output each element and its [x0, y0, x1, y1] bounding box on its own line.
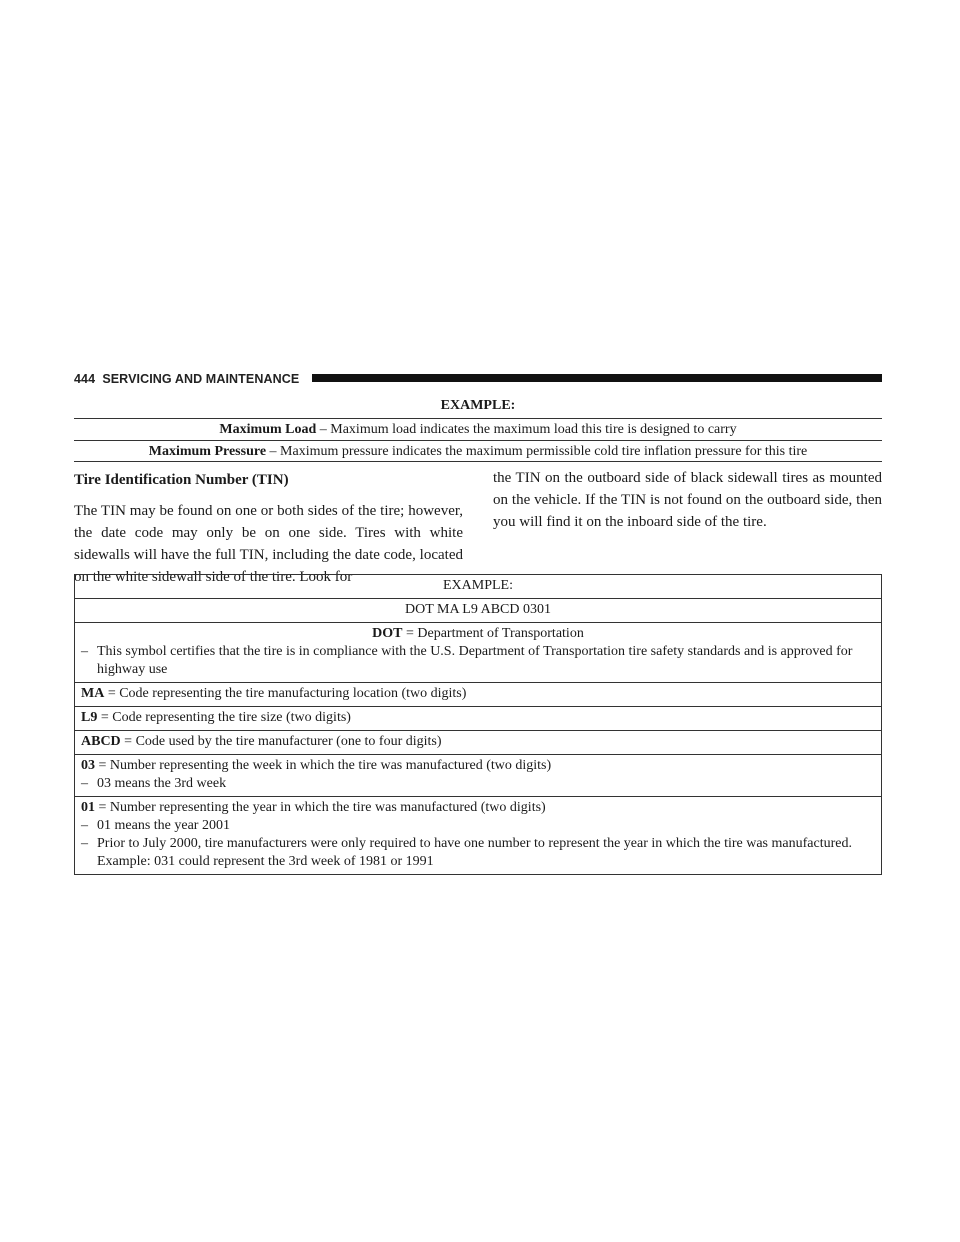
- tin-example-table: [74, 574, 882, 875]
- week-line: [81, 757, 875, 775]
- term-dot: DOT: [372, 626, 403, 641]
- row-week: [75, 754, 881, 796]
- dot-note: [81, 643, 875, 679]
- term-l9: L9: [81, 710, 98, 725]
- page-number: 444: [74, 372, 96, 386]
- dot-note-text: This symbol certifies that the tire is in compliance with the U.S. Department of Transportation tire safety standards and is approved for highway use: [97, 644, 853, 677]
- definition-dot: = Department of Transportation: [402, 626, 584, 641]
- year-note-2: [81, 835, 875, 871]
- row-abcd: [75, 730, 881, 754]
- year-note-1: [81, 817, 875, 835]
- year-note-2-text: Prior to July 2000, tire manufacturers were only required to have one number to represent the year in which the tire was manufactured. Example: 031 could represent the 3rd week of 1981 or 1991: [97, 836, 852, 869]
- dot-line: [81, 625, 875, 643]
- dash: –: [81, 776, 88, 791]
- term-maximum-pressure: Maximum Pressure: [148, 444, 267, 459]
- definition-year: = Number representing the year in which the tire was manufactured (two digits): [95, 800, 546, 815]
- row-l9: [75, 706, 881, 730]
- section-title: SERVICING AND MAINTENANCE: [102, 372, 300, 386]
- definition-abcd: = Code used by the tire manufacturer (one to four digits): [120, 734, 442, 749]
- term-week: 03: [81, 758, 95, 773]
- term-maximum-load: Maximum Load: [219, 422, 317, 437]
- table1-row-max-load: [74, 418, 882, 440]
- dash: –: [81, 818, 88, 833]
- row-year: [75, 796, 881, 874]
- paragraph-left: The TIN may be found on one or both sides of the tire; however, the date code may only be on one side. Tires with white sidewalls will have the full TIN, including the date code, located on the white sidewall side of the tire. Look for: [74, 503, 463, 585]
- term-ma: MA: [81, 686, 105, 701]
- week-note: [81, 775, 875, 793]
- header-text: [74, 371, 299, 387]
- row-ma: [75, 682, 881, 706]
- page-header: [74, 371, 882, 387]
- row-dot: [75, 622, 881, 682]
- dash: –: [81, 836, 88, 851]
- term-year: 01: [81, 800, 95, 815]
- table1-row-max-pressure: [74, 440, 882, 462]
- week-note-text: 03 means the 3rd week: [97, 776, 227, 791]
- definition-ma: = Code representing the tire manufacturing location (two digits): [104, 686, 467, 701]
- definition-week: = Number representing the week in which the tire was manufactured (two digits): [95, 758, 552, 773]
- year-line: [81, 799, 875, 817]
- paragraph-right: the TIN on the outboard side of black sidewall tires as mounted on the vehicle. If the TIN is not found on the outboard side, then you will find it on the inboard side of the tire.: [493, 470, 882, 530]
- definition-maximum-load: – Maximum load indicates the maximum load this tire is designed to carry: [319, 422, 737, 437]
- table1-caption: EXAMPLE:: [440, 398, 516, 413]
- table2-caption: EXAMPLE:: [443, 578, 513, 593]
- header-rule: [312, 374, 882, 382]
- definition-maximum-pressure: – Maximum pressure indicates the maximum permissible cold tire inflation pressure for this tire: [269, 444, 808, 459]
- section-heading: Tire Identification Number (TIN): [74, 472, 289, 488]
- definition-l9: = Code representing the tire size (two digits): [97, 710, 351, 725]
- year-note-1-text: 01 means the year 2001: [97, 818, 230, 833]
- example-code: DOT MA L9 ABCD 0301: [75, 598, 881, 622]
- dash: –: [81, 644, 88, 659]
- term-abcd: ABCD: [81, 734, 121, 749]
